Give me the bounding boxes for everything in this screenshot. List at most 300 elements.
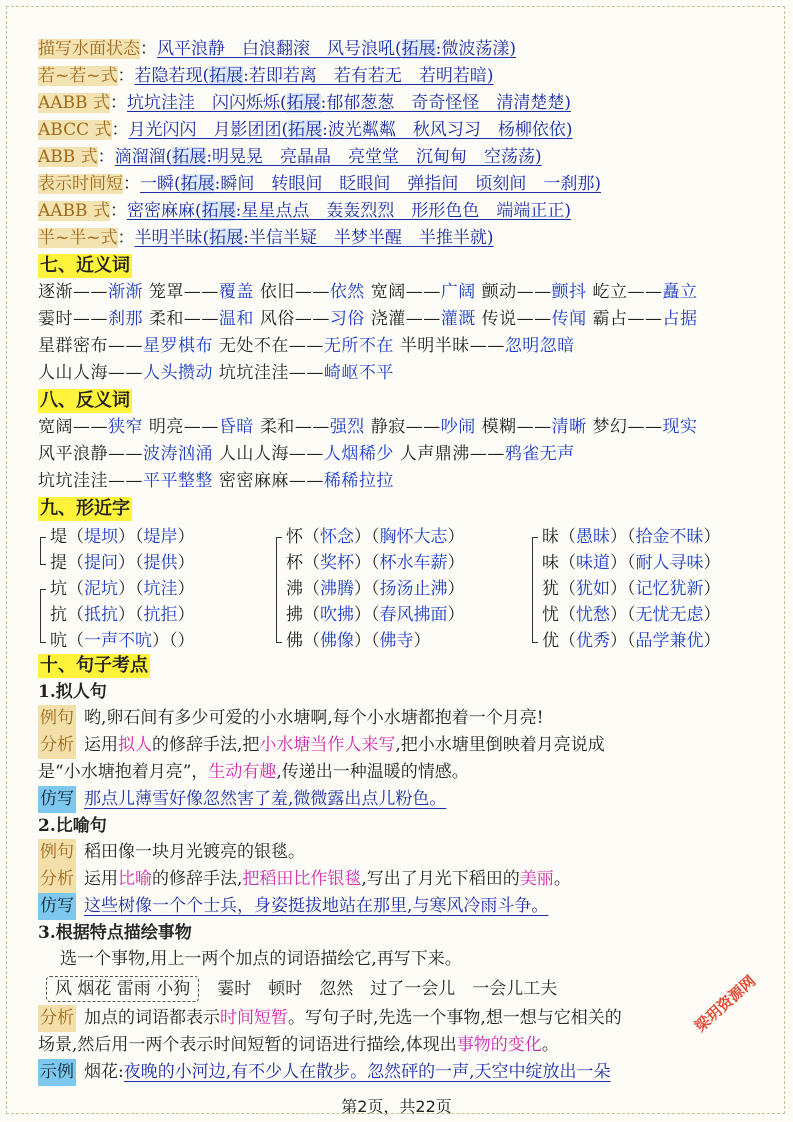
dash: ——: [627, 282, 663, 302]
paren: （: [303, 527, 320, 547]
colon: ：: [97, 147, 115, 167]
paren: ）: [447, 553, 465, 573]
similar-char-row: [38, 602, 195, 628]
analysis-row: [38, 866, 760, 893]
similar-char-row: [38, 524, 195, 550]
dash: ——: [73, 309, 108, 329]
word-group-items: 滴溜溜: [114, 147, 166, 167]
highlight-text: 把稻田比作银毯: [242, 869, 362, 889]
paren: （: [303, 579, 320, 599]
char-word: 堤坝: [84, 527, 118, 547]
paren: ）（: [610, 579, 636, 599]
analysis-text: 运用: [84, 869, 118, 889]
extension-items: 瞬间 转眼间 眨眼间 弹指间 顷刻间 一刹那: [220, 174, 595, 194]
pair-word: 浇灌: [370, 309, 406, 329]
colon: :: [206, 147, 213, 167]
paren: ): [535, 147, 542, 167]
similar-char-row: [530, 550, 721, 576]
pair-word: 柔和: [148, 309, 184, 329]
imitation-row: [38, 786, 760, 813]
paren: ）（: [152, 631, 178, 651]
colon: ：: [123, 174, 140, 194]
pair-word: 坑坑洼洼: [38, 471, 108, 491]
dash: ——: [516, 282, 552, 302]
pair-answer: 稀稀拉拉: [323, 471, 394, 491]
example-text: 哟,卵石间有多少可爱的小水塘啊,每个小水塘都抱着一个月亮!: [84, 708, 544, 728]
pair-answer: 鸦雀无声: [504, 444, 575, 464]
word-group-label: 描写水面状态: [38, 39, 140, 59]
colon: :: [235, 201, 242, 221]
colon: :: [243, 66, 249, 86]
imitation-text: 那点儿薄雪好像忽然害了羞,微微露出点儿粉色。: [84, 789, 447, 809]
paren: (: [194, 201, 202, 221]
pair-answer: 昏暗: [218, 417, 254, 437]
paren: ）（: [610, 605, 636, 625]
pair-answer: 崎岖不平: [323, 363, 394, 383]
things-box: 风 烟花 雷雨 小狗: [46, 976, 199, 1002]
similar-chars-column: [274, 524, 465, 654]
char-word: 愚昧: [576, 527, 610, 547]
paren: ）: [177, 527, 195, 547]
similar-char-row: [530, 628, 721, 654]
word-pair-row: [38, 333, 760, 360]
paren: ）: [177, 605, 195, 625]
word-bank-row: [38, 973, 760, 1005]
char-word: 春风拂面: [379, 605, 448, 625]
paren: （: [67, 553, 84, 573]
char-word: 优秀: [576, 631, 610, 651]
dash: ——: [405, 282, 441, 302]
char-word: 耐人寻味: [635, 553, 704, 573]
pair-answer: 广阔: [440, 282, 476, 302]
pair-answer: 传闻: [551, 309, 587, 329]
extension-label: 拓展: [201, 201, 236, 221]
char-word: 味道: [576, 553, 610, 573]
dash: ——: [288, 336, 324, 356]
highlight-text: 事物的变化: [456, 1035, 542, 1055]
extension-label: 拓展: [288, 120, 323, 140]
pair-word: 宽阔: [370, 282, 406, 302]
char-word: 扬汤止沸: [379, 579, 448, 599]
word-group-items: 密密麻麻: [126, 201, 195, 221]
pair-word: 静寂: [370, 417, 406, 437]
word-group-row: [38, 63, 760, 90]
dash: ——: [73, 417, 108, 437]
subtitle-metaphor: 2.比喻句: [38, 816, 107, 836]
example-text: 稻田像一块月光镀亮的银毯。: [84, 842, 305, 862]
analysis-tag: 分析: [38, 732, 76, 759]
extension-label: 拓展: [180, 174, 215, 194]
colon: ：: [111, 120, 129, 140]
imitation-tag: 仿写: [38, 893, 76, 920]
pair-word: 柔和: [259, 417, 295, 437]
pair-answer: 忽明忽暗: [504, 336, 575, 356]
pair-answer: 星罗棋布: [143, 336, 213, 356]
dash: ——: [516, 309, 552, 329]
char: 抗: [50, 605, 67, 625]
pair-word: 人山人海: [38, 363, 108, 383]
analysis-text: 的修辞手法,: [152, 869, 243, 889]
section-title-antonyms: 八、反义词: [40, 390, 130, 411]
antonyms-list: [38, 414, 760, 495]
pair-word: 无处不在: [218, 336, 289, 356]
pair-answer: 人烟稀少: [323, 444, 394, 464]
analysis-tag: 分析: [38, 866, 76, 893]
char: 优: [542, 631, 559, 651]
paren: ）（: [118, 579, 144, 599]
paren: ）（: [118, 527, 144, 547]
pair-word: 颤动: [481, 282, 517, 302]
paren: ）: [447, 579, 465, 599]
analysis-text: 。: [541, 1035, 559, 1055]
pair-answer: 清晰: [551, 417, 587, 437]
word-group-items: 月光闪闪 月影团团: [128, 120, 282, 140]
sample-tag: 示例: [38, 1059, 76, 1086]
word-group-items: 半明半昧: [134, 228, 203, 248]
colon: ：: [109, 201, 127, 221]
colon: :: [435, 39, 442, 59]
bracket-line: [40, 589, 46, 643]
word-group-items: 坑坑洼洼 闪闪烁烁: [126, 93, 280, 113]
dash: ——: [73, 282, 108, 302]
analysis-row: [38, 732, 760, 759]
analysis-text: 加点的词语都表示: [84, 1008, 220, 1028]
char-word: 记忆犹新: [635, 579, 704, 599]
section-title-sentences: 十、句子考点: [40, 655, 148, 676]
paren: ）（: [354, 631, 380, 651]
paren: (: [395, 39, 402, 59]
paren: ）（: [118, 605, 144, 625]
extension-label: 拓展: [401, 39, 436, 59]
similar-char-row: [38, 550, 195, 576]
pair-word: 宽阔: [38, 417, 73, 437]
bracket-line: [276, 537, 282, 643]
word-group-label: ABB 式: [38, 147, 98, 167]
char-word: 堤岸: [143, 527, 178, 547]
similar-char-row: [38, 576, 195, 602]
dash: ——: [183, 309, 219, 329]
char: 杯: [286, 553, 303, 573]
colon: ：: [109, 93, 127, 113]
paren: ）（: [610, 631, 636, 651]
pair-answer: 现实: [662, 417, 698, 437]
paren: ）: [703, 631, 721, 651]
colon: :: [322, 120, 328, 140]
paren: （: [559, 527, 576, 547]
pair-word: 霸占: [592, 309, 628, 329]
highlight-text: 小水塘当作人来写: [259, 735, 396, 755]
dash: ——: [516, 417, 552, 437]
dash: ——: [108, 471, 143, 491]
subtitle-personification: 1.拟人句: [38, 682, 107, 702]
similar-char-row: [530, 602, 721, 628]
dash: ——: [108, 336, 143, 356]
paren: （: [559, 605, 576, 625]
dash: ——: [405, 309, 441, 329]
paren: ）: [447, 605, 465, 625]
paren: (: [174, 174, 181, 194]
word-group-items: 一瞬: [140, 174, 174, 194]
char-word: 提问: [84, 553, 118, 573]
word-group-label: AABB 式: [38, 201, 110, 221]
char-word: 犹如: [576, 579, 610, 599]
char-word: 一声不吭: [84, 631, 152, 651]
example-row: [38, 839, 760, 866]
paren: (: [202, 228, 210, 248]
analysis-text: ,写出了月光下稻田的: [361, 869, 520, 889]
extension-label: 拓展: [209, 66, 244, 86]
extension-items: 半信半疑 半梦半醒 半推半就: [248, 228, 487, 248]
char-word: 杯水车薪: [379, 553, 448, 573]
extension-items: 明晃晃 亮晶晶 亮堂堂 沉甸甸 空荡荡: [212, 147, 536, 167]
word-group-label: 表示时间短: [38, 174, 123, 194]
char: 拂: [286, 605, 303, 625]
extension-items: 波光粼粼 秋风习习 杨柳依依: [327, 120, 566, 140]
paren: ）（: [354, 579, 380, 599]
dash: ——: [405, 417, 441, 437]
paren: ): [486, 66, 494, 86]
pair-answer: 波涛汹涌: [143, 444, 213, 464]
word-group-label: 若~若~式: [38, 66, 118, 86]
similar-char-row: [274, 602, 465, 628]
example-row: [38, 705, 760, 732]
paren: ）: [447, 527, 465, 547]
word-group-items: 风平浪静 白浪翻滚 风号浪吼: [157, 39, 395, 59]
paren: ）: [413, 631, 431, 651]
char: 坑: [50, 579, 67, 599]
pair-word: 人山人海: [218, 444, 289, 464]
dash: ——: [108, 363, 143, 383]
dash: ——: [294, 417, 330, 437]
requirement-text: 选一个事物,用上一两个加点的词语描绘它,再写下来。: [60, 949, 462, 969]
extension-items: 微波荡漾: [441, 39, 510, 59]
char: 吭: [50, 631, 67, 651]
word-group-row: [38, 171, 760, 198]
paren: ）（: [118, 553, 144, 573]
pair-answer: 强烈: [329, 417, 365, 437]
char-word: 品学兼优: [635, 631, 704, 651]
pair-answer: 吵闹: [440, 417, 476, 437]
dash: ——: [627, 309, 663, 329]
paren: ）: [703, 527, 721, 547]
word-group-items: 若隐若现: [134, 66, 203, 86]
colon: :: [243, 228, 249, 248]
pair-word: 屹立: [592, 282, 628, 302]
paren: （: [67, 631, 84, 651]
paren: ）: [177, 579, 195, 599]
pair-answer: 渐渐: [108, 282, 143, 302]
pair-word: 梦幻: [592, 417, 628, 437]
paren: ）: [703, 605, 721, 625]
similar-char-row: [530, 524, 721, 550]
paren: ）: [703, 579, 721, 599]
word-group-row: [38, 225, 760, 252]
paren: （: [559, 631, 576, 651]
dash: ——: [183, 282, 219, 302]
analysis-text: 场景,然后用一两个表示时间短暂的词语进行描绘,体现出: [38, 1035, 457, 1055]
dash: ——: [108, 444, 143, 464]
char-word: 佛像: [320, 631, 354, 651]
paren: （: [67, 605, 84, 625]
word-pair-row: [38, 414, 760, 441]
char: 忧: [542, 605, 559, 625]
pair-answer: 刹那: [108, 309, 143, 329]
char: 犹: [542, 579, 559, 599]
synonyms-list: [38, 279, 760, 387]
paren: ): [509, 39, 517, 59]
extension-label: 拓展: [286, 93, 321, 113]
sample-text: 夜晚的小河边,有不少人在散步。忽然砰的一声,天空中绽放出一朵: [123, 1062, 611, 1082]
dash: ——: [288, 471, 324, 491]
paren: ）（: [354, 605, 380, 625]
pair-word: 明亮: [148, 417, 184, 437]
section-title-synonyms: 七、近义词: [40, 255, 130, 276]
pair-answer: 灌溉: [440, 309, 476, 329]
char: 提: [50, 553, 67, 573]
analysis-row-continued: [38, 759, 760, 786]
pair-answer: 习俗: [329, 309, 365, 329]
example-tag: 例句: [38, 705, 76, 732]
analysis-text: 运用: [84, 735, 118, 755]
sample-row: [38, 1059, 760, 1086]
analysis-text: 是“小水塘抱着月亮”，: [38, 762, 209, 782]
pair-word: 传说: [481, 309, 517, 329]
char-word: 吹拂: [320, 605, 354, 625]
pair-word: 星群密布: [38, 336, 108, 356]
pair-word: 逐渐: [38, 282, 73, 302]
char: 昧: [542, 527, 559, 547]
subtitle-describe: 3.根据特点描绘事物: [38, 923, 192, 943]
paren: （: [559, 553, 576, 573]
imitation-tag: 仿写: [38, 786, 76, 813]
colon: :: [320, 93, 327, 113]
page-content: [38, 36, 760, 1086]
char-word: 拾金不昧: [635, 527, 704, 547]
dash: ——: [294, 282, 330, 302]
page-number: 第2页，共22页: [341, 1097, 452, 1116]
extension-items: 郁郁葱葱 奇奇怪怪 清清楚楚: [326, 93, 565, 113]
analysis-row: [38, 1005, 760, 1032]
paren: (: [202, 66, 210, 86]
char-word: 忧愁: [576, 605, 610, 625]
pair-answer: 平平整整: [143, 471, 213, 491]
char: 味: [542, 553, 559, 573]
analysis-text: 。: [553, 869, 571, 889]
word-group-row: [38, 117, 760, 144]
paren: ): [486, 228, 494, 248]
highlight-text: 拟人: [118, 735, 152, 755]
pair-answer: 占据: [662, 309, 698, 329]
similar-char-row: [274, 576, 465, 602]
paren: ）（: [354, 527, 380, 547]
sample-label: 烟花:: [84, 1062, 124, 1082]
paren: (: [165, 147, 173, 167]
extension-items: 若即若离 若有若无 若明若暗: [248, 66, 487, 86]
word-group-row: [38, 198, 760, 225]
dash: ——: [469, 444, 505, 464]
word-pair-row: [38, 279, 760, 306]
char-word: 佛寺: [379, 631, 414, 651]
pair-answer: 颤抖: [551, 282, 587, 302]
analysis-text: ,把小水塘里倒映着月亮说成: [395, 735, 605, 755]
char-word: 沸腾: [320, 579, 354, 599]
colon: :: [214, 174, 221, 194]
analysis-row-continued: [38, 1032, 760, 1059]
similar-chars-table: [38, 522, 760, 652]
dash: ——: [627, 417, 663, 437]
imitation-row: [38, 893, 760, 920]
char-word: 泥坑: [84, 579, 118, 599]
similar-char-row: [274, 550, 465, 576]
paren: ）（: [610, 553, 636, 573]
paren: （: [559, 579, 576, 599]
paren: ）（: [354, 553, 380, 573]
pair-word: 半明半昧: [399, 336, 470, 356]
analysis-text: 的修辞手法,把: [152, 735, 260, 755]
extension-label: 拓展: [172, 147, 207, 167]
similar-char-row: [38, 628, 195, 654]
word-pair-row: [38, 441, 760, 468]
paren: ): [564, 93, 571, 113]
word-group-row: [38, 144, 760, 171]
char: 怀: [286, 527, 303, 547]
word-group-row: [38, 90, 760, 117]
char-word: 抵抗: [84, 605, 118, 625]
pair-word: 笼罩: [148, 282, 184, 302]
paren: ): [565, 120, 573, 140]
paren: ): [564, 201, 571, 221]
extension-items: 星星点点 轰轰烈烈 形形色色 端端正正: [241, 201, 565, 221]
pair-word: 依旧: [259, 282, 295, 302]
char-word: 抗拒: [143, 605, 178, 625]
char-word: 胸怀大志: [379, 527, 448, 547]
pair-word: 风俗: [259, 309, 295, 329]
dash: ——: [294, 309, 330, 329]
similar-char-row: [274, 628, 465, 654]
imitation-text: 这些树像一个个士兵，身姿挺拔地站在那里,与寒风冷雨斗争。: [84, 896, 549, 916]
paren: ): [594, 174, 602, 194]
colon: ：: [117, 66, 135, 86]
pair-answer: 矗立: [662, 282, 698, 302]
similar-char-row: [274, 524, 465, 550]
word-group-label: 半~半~式: [38, 228, 118, 248]
char: 佛: [286, 631, 303, 651]
dash: ——: [288, 444, 324, 464]
word-pair-row: [38, 468, 760, 495]
paren: （: [303, 631, 320, 651]
word-group-row: [38, 36, 760, 63]
highlight-text: 美丽: [519, 869, 554, 889]
word-pair-row: [38, 306, 760, 333]
highlight-text: 比喻: [118, 869, 152, 889]
section-title-similar-chars: 九、形近字: [40, 498, 130, 519]
paren: （: [67, 527, 84, 547]
pair-word: 坑坑洼洼: [218, 363, 289, 383]
char-word: 坑洼: [143, 579, 178, 599]
paren: ）: [177, 553, 195, 573]
word-pair-row: [38, 360, 760, 387]
colon: ：: [140, 39, 157, 59]
paren: (: [281, 120, 289, 140]
char-word: 奖杯: [320, 553, 354, 573]
pair-word: 风平浪静: [38, 444, 108, 464]
highlight-text: 生动有趣: [208, 762, 277, 782]
char-word: 怀念: [320, 527, 354, 547]
paren: （: [303, 553, 320, 573]
char: 堤: [50, 527, 67, 547]
char-word: 无忧无虑: [635, 605, 704, 625]
paren: (: [279, 93, 287, 113]
